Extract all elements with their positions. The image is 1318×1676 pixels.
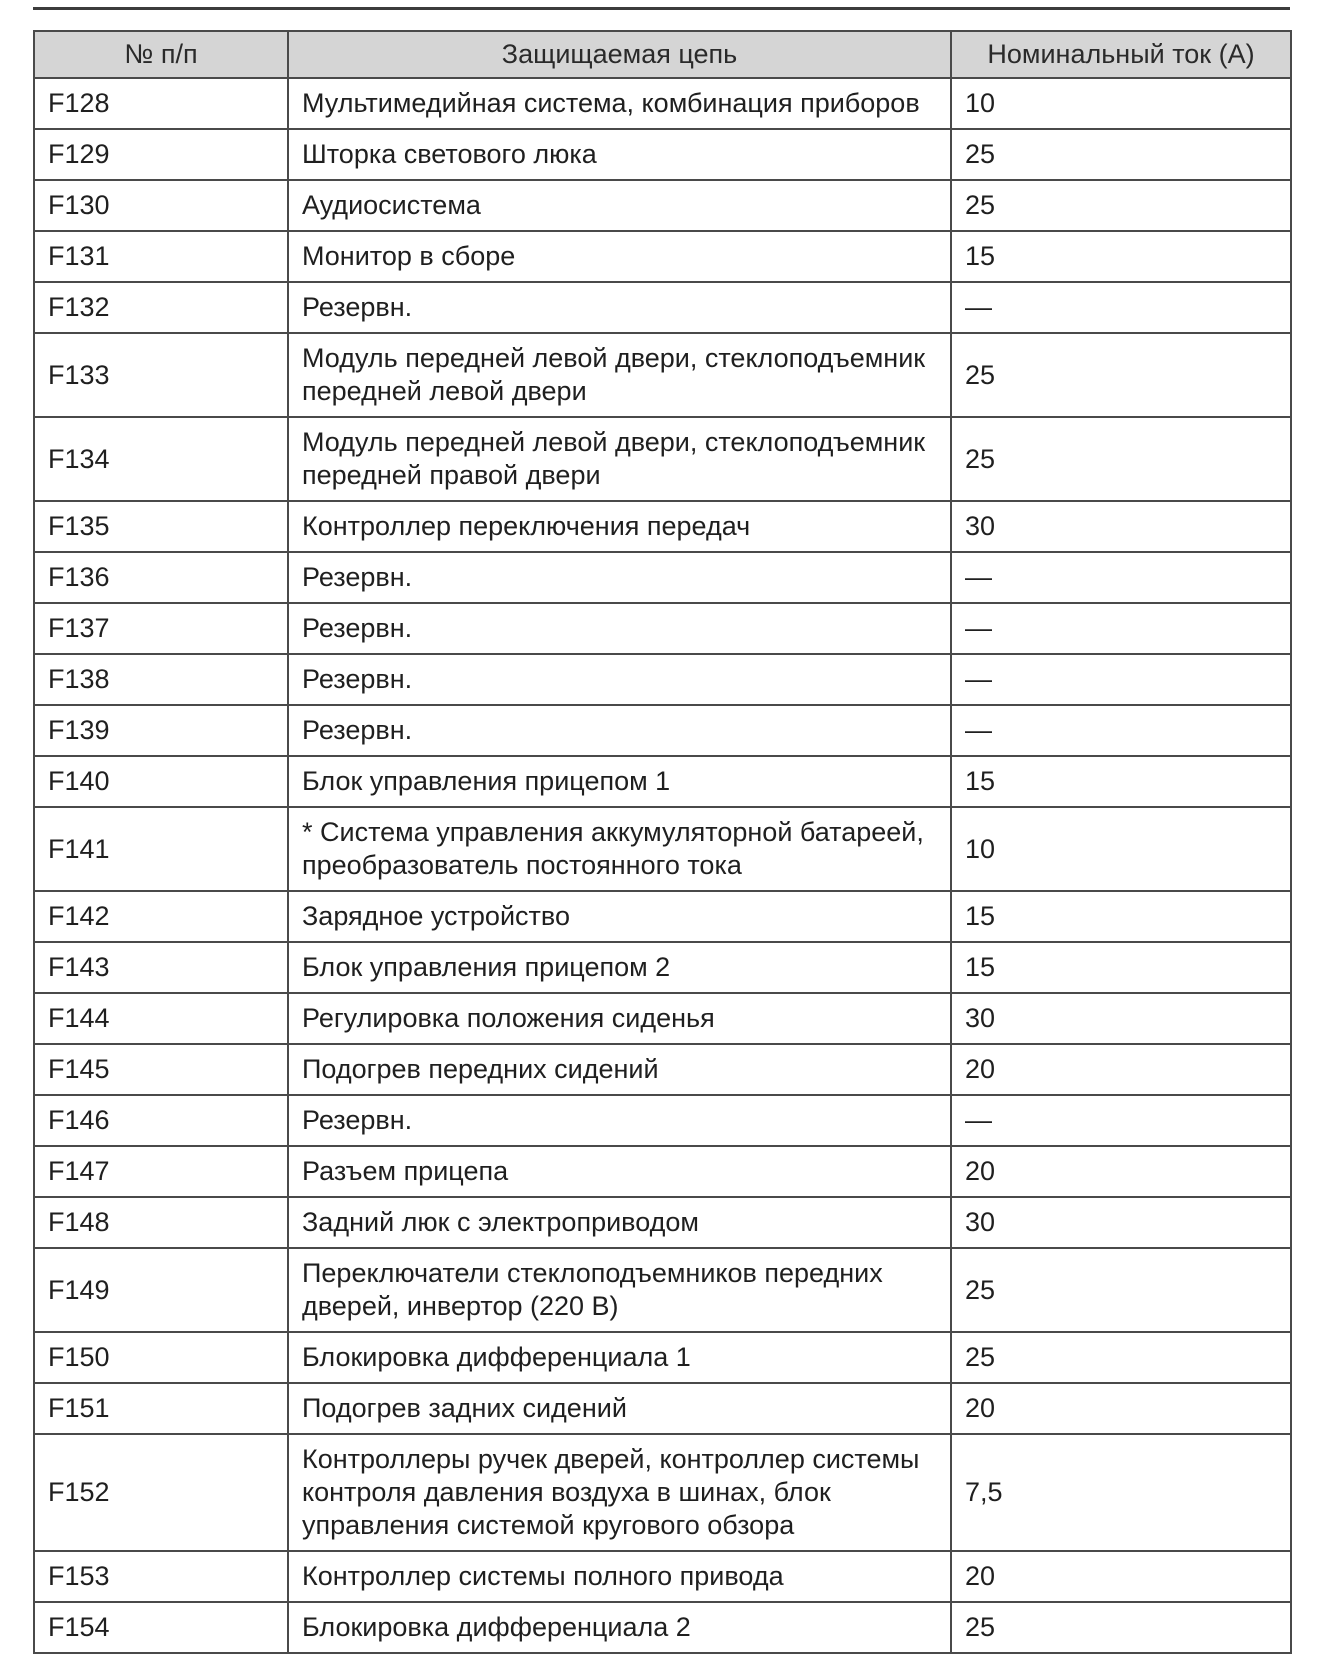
circuit-cell: Контроллер системы полного привода xyxy=(288,1551,951,1602)
table-row xyxy=(34,891,1291,942)
column-header-circuit: Защищаемая цепь xyxy=(288,31,951,78)
circuit-cell: Мультимедийная система, комбинация приборов xyxy=(288,78,951,129)
table-row xyxy=(34,1146,1291,1197)
table-row xyxy=(34,231,1291,282)
fuse-id-cell: F130 xyxy=(34,180,288,231)
current-cell: 20 xyxy=(951,1551,1291,1602)
circuit-cell: Подогрев задних сидений xyxy=(288,1383,951,1434)
current-cell: 10 xyxy=(951,78,1291,129)
current-cell: 15 xyxy=(951,891,1291,942)
current-cell: 20 xyxy=(951,1383,1291,1434)
table-row xyxy=(34,1602,1291,1653)
fuse-id-cell: F129 xyxy=(34,129,288,180)
table-header xyxy=(34,31,1291,78)
table-row xyxy=(34,603,1291,654)
current-cell: — xyxy=(951,1095,1291,1146)
table-row xyxy=(34,942,1291,993)
circuit-cell: Монитор в сборе xyxy=(288,231,951,282)
circuit-cell: Резервн. xyxy=(288,603,951,654)
circuit-cell: Переключатели стеклоподъемников передних дверей, инвертор (220 В) xyxy=(288,1248,951,1332)
table-row xyxy=(34,501,1291,552)
table-row xyxy=(34,1383,1291,1434)
table-row xyxy=(34,1551,1291,1602)
circuit-cell: Резервн. xyxy=(288,654,951,705)
table-row xyxy=(34,417,1291,501)
current-cell: 25 xyxy=(951,417,1291,501)
fuse-id-cell: F149 xyxy=(34,1248,288,1332)
current-cell: — xyxy=(951,282,1291,333)
current-cell: 15 xyxy=(951,231,1291,282)
circuit-cell: Блок управления прицепом 1 xyxy=(288,756,951,807)
fuse-id-cell: F154 xyxy=(34,1602,288,1653)
table-row xyxy=(34,78,1291,129)
circuit-cell: Резервн. xyxy=(288,552,951,603)
current-cell: 25 xyxy=(951,180,1291,231)
table-row xyxy=(34,807,1291,891)
circuit-cell: Модуль передней левой двери, стеклоподъемник передней правой двери xyxy=(288,417,951,501)
table-row xyxy=(34,1332,1291,1383)
circuit-cell: Шторка светового люка xyxy=(288,129,951,180)
current-cell: 20 xyxy=(951,1044,1291,1095)
circuit-cell: Зарядное устройство xyxy=(288,891,951,942)
fuse-table xyxy=(33,30,1292,1654)
fuse-id-cell: F134 xyxy=(34,417,288,501)
table-row xyxy=(34,129,1291,180)
table-row xyxy=(34,552,1291,603)
current-cell: 25 xyxy=(951,129,1291,180)
current-cell: 25 xyxy=(951,1248,1291,1332)
current-cell: 30 xyxy=(951,1197,1291,1248)
fuse-id-cell: F137 xyxy=(34,603,288,654)
current-cell: — xyxy=(951,603,1291,654)
circuit-cell: Разъем прицепа xyxy=(288,1146,951,1197)
table-body xyxy=(34,78,1291,1653)
fuse-id-cell: F136 xyxy=(34,552,288,603)
fuse-id-cell: F139 xyxy=(34,705,288,756)
circuit-cell: * Система управления аккумуляторной батареей, преобразователь постоянного тока xyxy=(288,807,951,891)
circuit-cell: Модуль передней левой двери, стеклоподъемник передней левой двери xyxy=(288,333,951,417)
fuse-id-cell: F138 xyxy=(34,654,288,705)
circuit-cell: Резервн. xyxy=(288,705,951,756)
table-row xyxy=(34,705,1291,756)
table-row xyxy=(34,1044,1291,1095)
fuse-id-cell: F146 xyxy=(34,1095,288,1146)
table-row xyxy=(34,333,1291,417)
table-row xyxy=(34,180,1291,231)
table-row xyxy=(34,1434,1291,1551)
circuit-cell: Подогрев передних сидений xyxy=(288,1044,951,1095)
current-cell: 20 xyxy=(951,1146,1291,1197)
current-cell: 15 xyxy=(951,942,1291,993)
page-top-rule xyxy=(33,7,1290,10)
column-header-current: Номинальный ток (А) xyxy=(951,31,1291,78)
fuse-id-cell: F132 xyxy=(34,282,288,333)
current-cell: — xyxy=(951,552,1291,603)
current-cell: 25 xyxy=(951,1602,1291,1653)
fuse-id-cell: F147 xyxy=(34,1146,288,1197)
fuse-id-cell: F141 xyxy=(34,807,288,891)
column-header-number: № п/п xyxy=(34,31,288,78)
circuit-cell: Аудиосистема xyxy=(288,180,951,231)
fuse-id-cell: F143 xyxy=(34,942,288,993)
table-row xyxy=(34,654,1291,705)
circuit-cell: Резервн. xyxy=(288,1095,951,1146)
fuse-id-cell: F151 xyxy=(34,1383,288,1434)
current-cell: 25 xyxy=(951,1332,1291,1383)
fuse-id-cell: F152 xyxy=(34,1434,288,1551)
current-cell: 10 xyxy=(951,807,1291,891)
current-cell: 25 xyxy=(951,333,1291,417)
fuse-id-cell: F128 xyxy=(34,78,288,129)
fuse-id-cell: F142 xyxy=(34,891,288,942)
fuse-id-cell: F133 xyxy=(34,333,288,417)
table-row xyxy=(34,1248,1291,1332)
fuse-id-cell: F131 xyxy=(34,231,288,282)
current-cell: 30 xyxy=(951,993,1291,1044)
fuse-id-cell: F153 xyxy=(34,1551,288,1602)
current-cell: 30 xyxy=(951,501,1291,552)
fuse-id-cell: F150 xyxy=(34,1332,288,1383)
circuit-cell: Контроллер переключения передач xyxy=(288,501,951,552)
circuit-cell: Контроллеры ручек дверей, контроллер системы контроля давления воздуха в шинах, блок управления системой кругового обзора xyxy=(288,1434,951,1551)
fuse-id-cell: F135 xyxy=(34,501,288,552)
table-row xyxy=(34,1197,1291,1248)
current-cell: — xyxy=(951,705,1291,756)
circuit-cell: Резервн. xyxy=(288,282,951,333)
circuit-cell: Блокировка дифференциала 1 xyxy=(288,1332,951,1383)
circuit-cell: Задний люк с электроприводом xyxy=(288,1197,951,1248)
table-row xyxy=(34,282,1291,333)
circuit-cell: Блокировка дифференциала 2 xyxy=(288,1602,951,1653)
fuse-id-cell: F145 xyxy=(34,1044,288,1095)
table-header-row xyxy=(34,31,1291,78)
current-cell: 7,5 xyxy=(951,1434,1291,1551)
table-row xyxy=(34,1095,1291,1146)
current-cell: 15 xyxy=(951,756,1291,807)
fuse-id-cell: F140 xyxy=(34,756,288,807)
table-row xyxy=(34,756,1291,807)
circuit-cell: Блок управления прицепом 2 xyxy=(288,942,951,993)
circuit-cell: Регулировка положения сиденья xyxy=(288,993,951,1044)
fuse-id-cell: F148 xyxy=(34,1197,288,1248)
current-cell: — xyxy=(951,654,1291,705)
fuse-id-cell: F144 xyxy=(34,993,288,1044)
table-row xyxy=(34,993,1291,1044)
